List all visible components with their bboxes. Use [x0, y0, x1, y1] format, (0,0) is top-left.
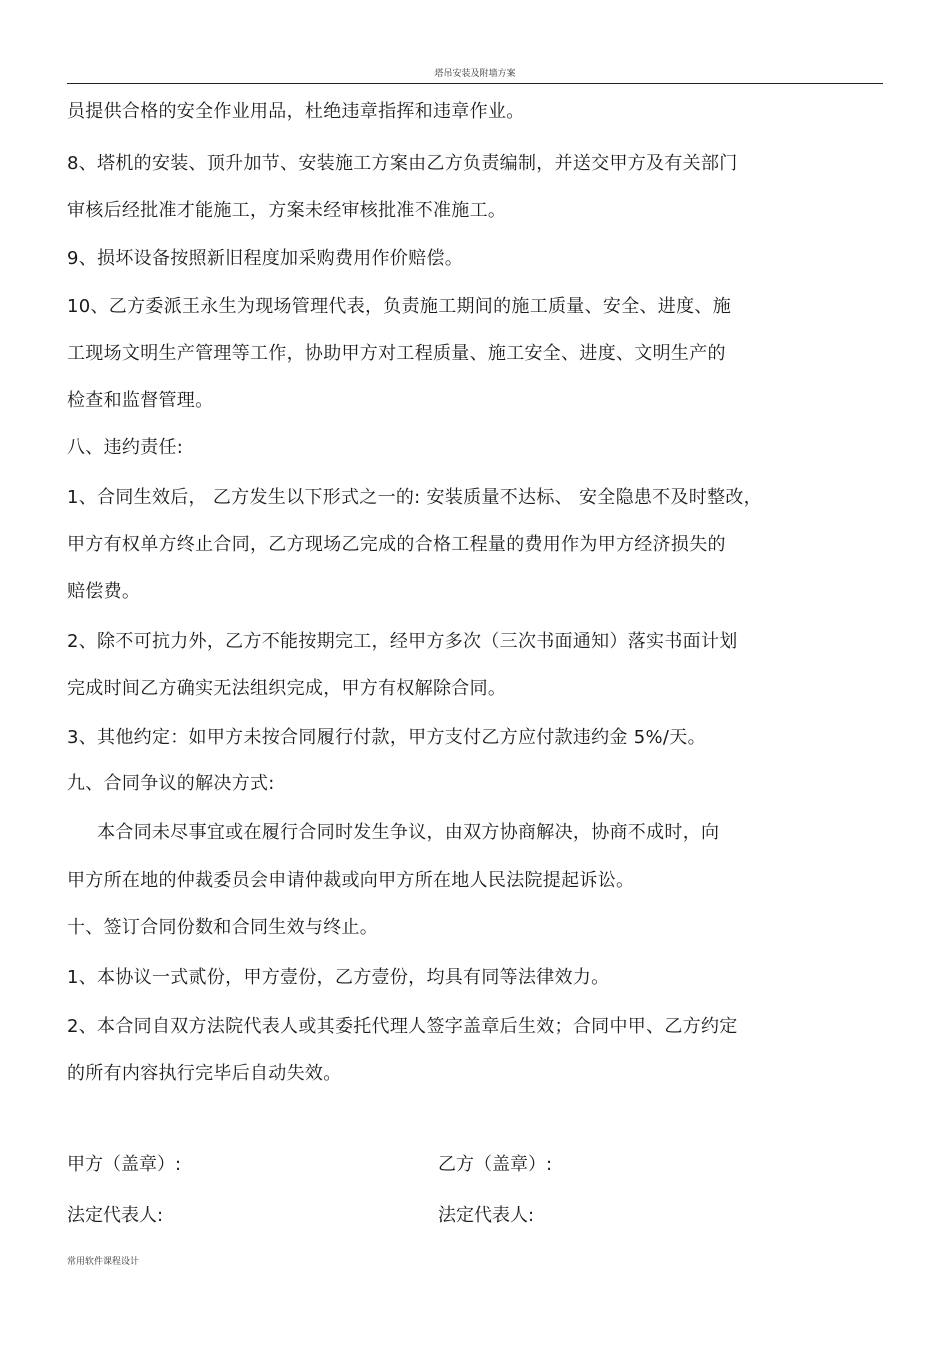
section-10-item-1: 1、本协议一式贰份，甲方壹份，乙方壹份，均具有同等法律效力。 [67, 967, 610, 988]
clause-10-line-1: 10、乙方委派王永生为现场管理代表，负责施工期间的施工质量、安全、进度、施 [67, 296, 732, 317]
clause-8-line-2: 审核后经批准才能施工，方案未经审核批准不准施工。 [67, 200, 507, 221]
clause-10-line-3: 检查和监督管理。 [67, 390, 214, 411]
party-a-rep-label: 法定代表人: [67, 1205, 164, 1226]
section-10-item-2-line-2: 的所有内容执行完毕后自动失效。 [67, 1063, 342, 1084]
section-9-heading: 九、合同争议的解决方式: [67, 773, 275, 794]
section-8-heading: 八、违约责任: [67, 437, 184, 458]
clause-10-line-2: 工现场文明生产管理等工作，协助甲方对工程质量、施工安全、进度、文明生产的 [67, 343, 726, 364]
section-8-item-3: 3、其他约定：如甲方未按合同履行付款，甲方支付乙方应付款违约金 5%/天。 [67, 727, 706, 748]
clause-9: 9、损坏设备按照新旧程度加采购费用作价赔偿。 [67, 248, 464, 269]
party-b-seal-label: 乙方（盖章）: [438, 1154, 553, 1175]
body-line-1: 员提供合格的安全作业用品，杜绝违章指挥和违章作业。 [67, 101, 525, 122]
clause-8-line-1: 8、塔机的安装、顶升加节、安装施工方案由乙方负责编制，并送交甲方及有关部门 [67, 153, 738, 174]
section-8-item-1-line-1: 1、合同生效后， 乙方发生以下形式之一的: 安装质量不达标、 安全隐患不及时整改， [67, 487, 762, 508]
section-8-item-1-line-3: 赔偿费。 [67, 581, 141, 602]
section-8-item-1-line-2: 甲方有权单方终止合同，乙方现场乙完成的合格工程量的费用作为甲方经济损失的 [67, 534, 726, 555]
section-9-para-line-1: 本合同未尽事宜或在履行合同时发生争议，由双方协商解决，协商不成时，向 [67, 822, 720, 843]
section-10-heading: 十、签订合同份数和合同生效与终止。 [67, 917, 379, 938]
section-8-item-2-line-2: 完成时间乙方确实无法组织完成，甲方有权解除合同。 [67, 678, 507, 699]
header-divider [67, 83, 883, 84]
page-header: 塔吊安装及附墙方案 [434, 69, 516, 79]
party-b-rep-label: 法定代表人: [438, 1205, 535, 1226]
section-9-para-line-2: 甲方所在地的仲裁委员会申请仲裁或向甲方所在地人民法院提起诉讼。 [67, 870, 635, 891]
page-footer: 常用软件课程设计 [67, 1257, 140, 1267]
party-a-seal-label: 甲方（盖章）: [67, 1154, 182, 1175]
section-8-item-2-line-1: 2、除不可抗力外，乙方不能按期完工，经甲方多次（三次书面通知）落实书面计划 [67, 631, 738, 652]
section-10-item-2-line-1: 2、本合同自双方法院代表人或其委托代理人签字盖章后生效；合同中甲、乙方约定 [67, 1016, 738, 1037]
